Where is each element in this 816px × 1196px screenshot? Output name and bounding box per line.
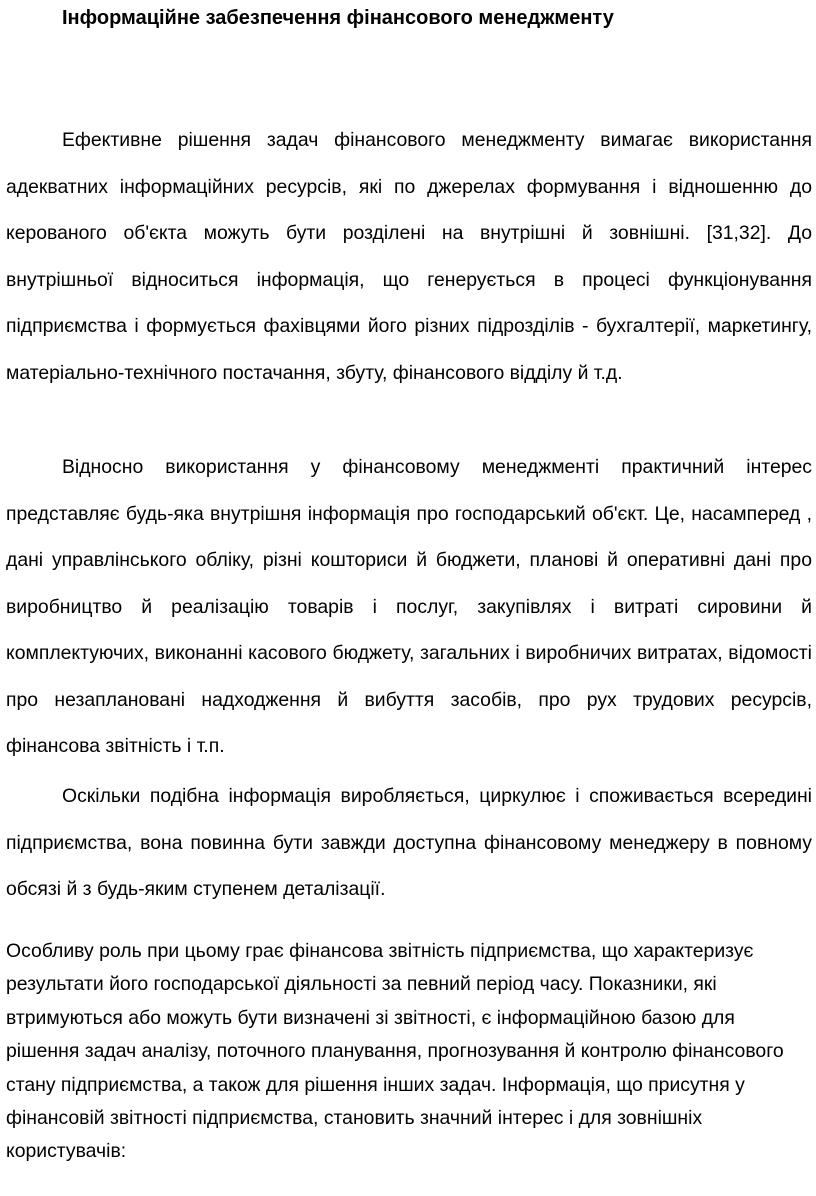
paragraph-availability: Оскільки подібна інформація виробляється, циркулює і споживається всередині підприємства, вона повинна бути завжди доступна фінансовому менеджеру в повному обсязі й з будь-яким ступенем деталізації. xyxy=(6,785,812,900)
document-title: Інформаційне забезпечення фінансового менеджменту xyxy=(62,7,614,29)
paragraph-internal-information: Ефективне рішення задач фінансового менеджменту вимагає використання адекватних інформаційних ресурсів, які по джерелах формування і відношенню до керованого об'єкта можуть бути розділені на внутрішні й зовнішні. [31,32]. До внутрішньої відноситься інформація, що генерується в процесі функціонування підприємства і формується фахівцями його різних підрозділів - бухгалтерії, маркетингу, матеріально-технічного постачання, збуту, фінансового відділу й т.д. xyxy=(6,129,812,384)
paragraph-internal-data-usage: Відносно використання у фінансовому менеджменті практичний інтерес представляє будь-яка внутрішня інформація про господарський об'єкт. Це, насамперед , дані управлінського обліку, різні кошториси й бюджети, планові й оперативні дані про виробництво й реалізацію товарів і послуг, закупівлях і витраті сировини й комплектуючих, виконанні касового бюджету, загальних і виробничих витратах, відомості про незаплановані надходження й вибуття засобів, про рух трудових ресурсів, фінансова звітність і т.п. xyxy=(6,456,812,757)
paragraph-financial-reporting: Особливу роль при цьому грає фінансова звітність підприємства, що характеризує результати його господарської діяльності за певний період часу. Показники, які втримуються або можуть бути визначені зі звітності, є інформаційною базою для рішення задач аналізу, поточного планування, прогнозування й контролю фінансового стану підприємства, а також для рішення інших задач. Інформація, що присутня у фінансовій звітності підприємства, становить значний інтерес і для зовнішніх користувачів: xyxy=(6,940,784,1163)
